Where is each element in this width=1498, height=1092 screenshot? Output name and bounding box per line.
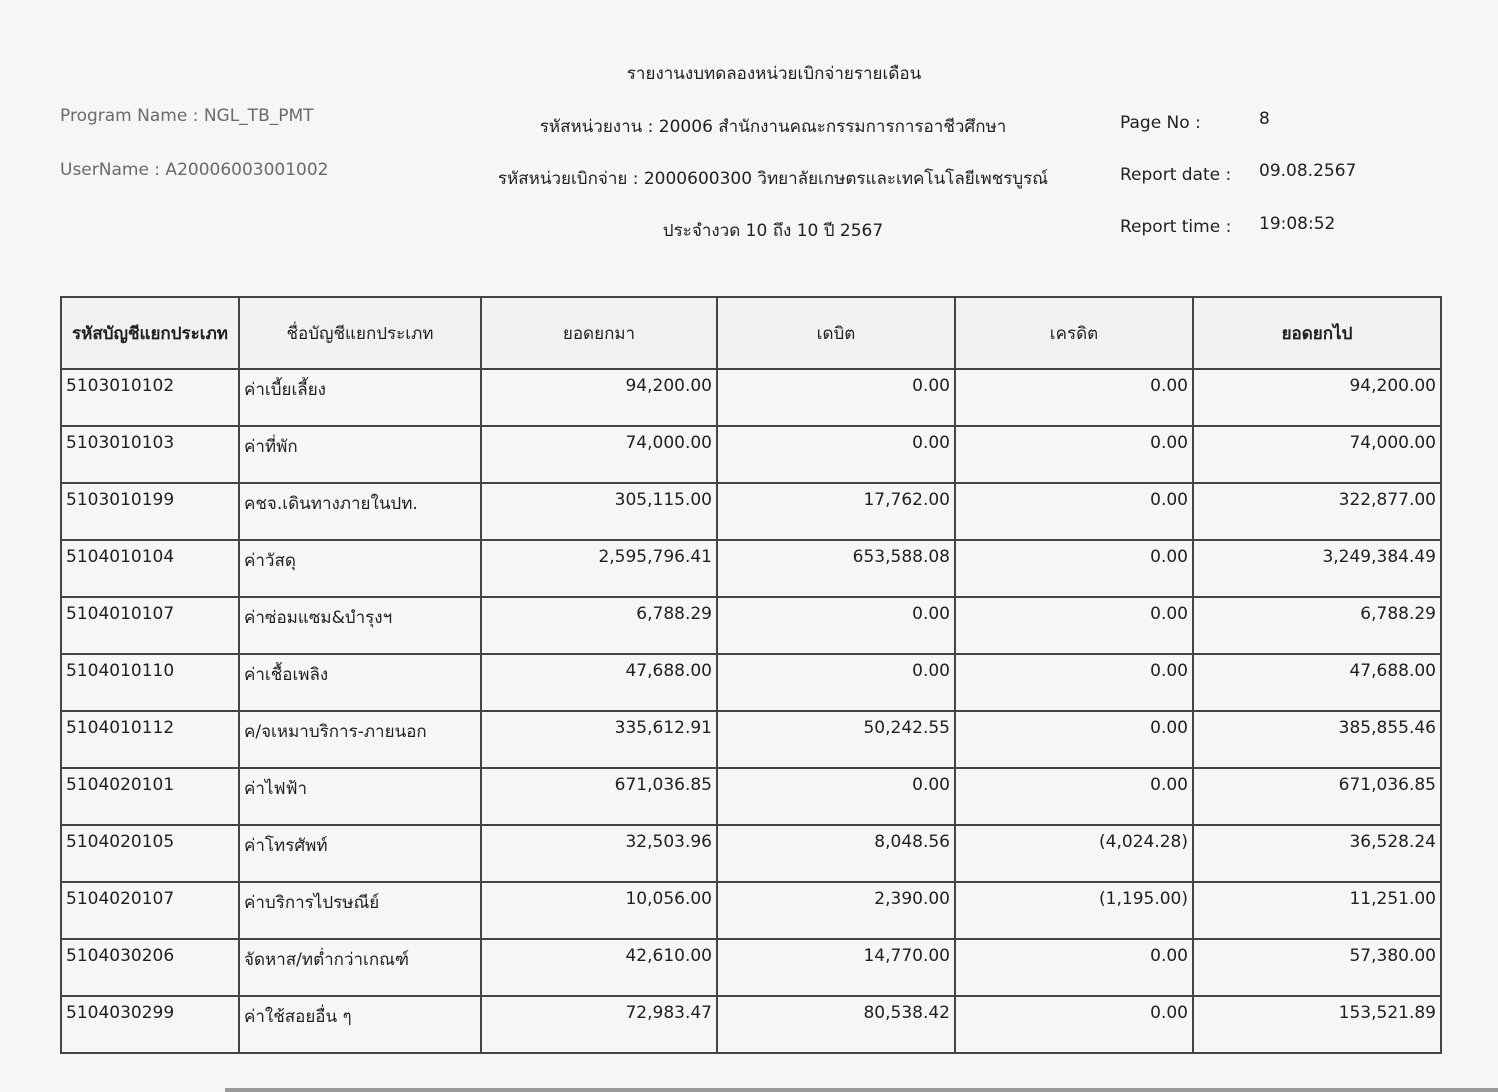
account-code: 5103010103	[61, 426, 239, 483]
closing-balance: 6,788.29	[1193, 597, 1441, 654]
account-name: ค่าเบี้ยเลี้ยง	[239, 369, 481, 426]
credit: 0.00	[955, 483, 1193, 540]
report-time-label: Report time :	[1120, 217, 1232, 237]
credit: 0.00	[955, 654, 1193, 711]
table-row	[61, 483, 1441, 540]
debit: 0.00	[717, 768, 955, 825]
table-row	[61, 996, 1441, 1053]
report-date-value: 09.08.2567	[1259, 161, 1357, 181]
account-name: คชจ.เดินทางภายในปท.	[239, 483, 481, 540]
credit: 0.00	[955, 711, 1193, 768]
opening-balance: 72,983.47	[481, 996, 717, 1053]
account-code: 5103010102	[61, 369, 239, 426]
table-row	[61, 597, 1441, 654]
credit: 0.00	[955, 939, 1193, 996]
opening-balance: 47,688.00	[481, 654, 717, 711]
closing-balance: 74,000.00	[1193, 426, 1441, 483]
account-name: ค่าวัสดุ	[239, 540, 481, 597]
debit: 0.00	[717, 426, 955, 483]
user-name: UserName : A20006003001002	[60, 160, 329, 180]
table-row	[61, 426, 1441, 483]
debit: 0.00	[717, 654, 955, 711]
credit: 0.00	[955, 426, 1193, 483]
closing-balance: 11,251.00	[1193, 882, 1441, 939]
table-row	[61, 882, 1441, 939]
opening-balance: 305,115.00	[481, 483, 717, 540]
credit: 0.00	[955, 369, 1193, 426]
debit: 50,242.55	[717, 711, 955, 768]
opening-balance: 10,056.00	[481, 882, 717, 939]
opening-balance: 335,612.91	[481, 711, 717, 768]
page-bottom-edge	[225, 1088, 1498, 1092]
account-name: ค่าโทรศัพท์	[239, 825, 481, 882]
column-header-debit: เดบิต	[717, 297, 955, 369]
closing-balance: 3,249,384.49	[1193, 540, 1441, 597]
account-name: ค่าไฟฟ้า	[239, 768, 481, 825]
column-header-account-name: ชื่อบัญชีแยกประเภท	[239, 297, 481, 369]
credit: (4,024.28)	[955, 825, 1193, 882]
report-time-value: 19:08:52	[1259, 214, 1336, 234]
opening-balance: 671,036.85	[481, 768, 717, 825]
account-code: 5103010199	[61, 483, 239, 540]
closing-balance: 47,688.00	[1193, 654, 1441, 711]
account-code: 5104020101	[61, 768, 239, 825]
debit: 653,588.08	[717, 540, 955, 597]
credit: 0.00	[955, 540, 1193, 597]
opening-balance: 2,595,796.41	[481, 540, 717, 597]
table-row	[61, 540, 1441, 597]
debit: 2,390.00	[717, 882, 955, 939]
credit: (1,195.00)	[955, 882, 1193, 939]
credit: 0.00	[955, 768, 1193, 825]
closing-balance: 322,877.00	[1193, 483, 1441, 540]
trial-balance-table	[60, 296, 1442, 1054]
account-code: 5104010104	[61, 540, 239, 597]
table-row	[61, 939, 1441, 996]
table-row	[61, 768, 1441, 825]
account-name: ค/จเหมาบริการ-ภายนอก	[239, 711, 481, 768]
table-row	[61, 825, 1441, 882]
opening-balance: 6,788.29	[481, 597, 717, 654]
credit: 0.00	[955, 597, 1193, 654]
account-code: 5104010110	[61, 654, 239, 711]
page-no-label: Page No :	[1120, 113, 1201, 133]
account-name: ค่าที่พัก	[239, 426, 481, 483]
account-code: 5104010107	[61, 597, 239, 654]
account-name: ค่าใช้สอยอื่น ๆ	[239, 996, 481, 1053]
account-code: 5104020105	[61, 825, 239, 882]
report-title: รายงานงบทดลองหน่วยเบิกจ่ายรายเดือน	[626, 64, 922, 84]
table-row	[61, 369, 1441, 426]
table-row	[61, 711, 1441, 768]
debit: 14,770.00	[717, 939, 955, 996]
closing-balance: 153,521.89	[1193, 996, 1441, 1053]
opening-balance: 42,610.00	[481, 939, 717, 996]
opening-balance: 94,200.00	[481, 369, 717, 426]
debit: 80,538.42	[717, 996, 955, 1053]
account-name: จัดหาส/ทต่ำกว่าเกณฑ์	[239, 939, 481, 996]
disbursing-unit-code: รหัสหน่วยเบิกจ่าย : 2000600300 วิทยาลัยเกษตรและเทคโนโลยีเพชรบูรณ์	[497, 169, 1049, 189]
account-code: 5104030206	[61, 939, 239, 996]
table-row	[61, 654, 1441, 711]
debit: 0.00	[717, 369, 955, 426]
account-name: ค่าเชื้อเพลิง	[239, 654, 481, 711]
page-no-value: 8	[1259, 109, 1270, 129]
closing-balance: 57,380.00	[1193, 939, 1441, 996]
opening-balance: 74,000.00	[481, 426, 717, 483]
column-header-account-code: รหัสบัญชีแยกประเภท	[61, 297, 239, 369]
closing-balance: 671,036.85	[1193, 768, 1441, 825]
account-code: 5104030299	[61, 996, 239, 1053]
report-date-label: Report date :	[1120, 165, 1232, 185]
closing-balance: 94,200.00	[1193, 369, 1441, 426]
column-header-credit: เครดิต	[955, 297, 1193, 369]
opening-balance: 32,503.96	[481, 825, 717, 882]
account-code: 5104010112	[61, 711, 239, 768]
table-header-row	[61, 297, 1441, 369]
debit: 8,048.56	[717, 825, 955, 882]
program-name: Program Name : NGL_TB_PMT	[60, 106, 314, 126]
closing-balance: 385,855.46	[1193, 711, 1441, 768]
agency-code: รหัสหน่วยงาน : 20006 สำนักงานคณะกรรมการการอาชีวศึกษา	[539, 117, 1007, 137]
debit: 0.00	[717, 597, 955, 654]
credit: 0.00	[955, 996, 1193, 1053]
closing-balance: 36,528.24	[1193, 825, 1441, 882]
account-name: ค่าบริการไปรษณีย์	[239, 882, 481, 939]
account-name: ค่าซ่อมแซม&บำรุงฯ	[239, 597, 481, 654]
report-period: ประจำงวด 10 ถึง 10 ปี 2567	[662, 221, 884, 241]
column-header-opening-balance: ยอดยกมา	[481, 297, 717, 369]
debit: 17,762.00	[717, 483, 955, 540]
column-header-closing-balance: ยอดยกไป	[1193, 297, 1441, 369]
account-code: 5104020107	[61, 882, 239, 939]
